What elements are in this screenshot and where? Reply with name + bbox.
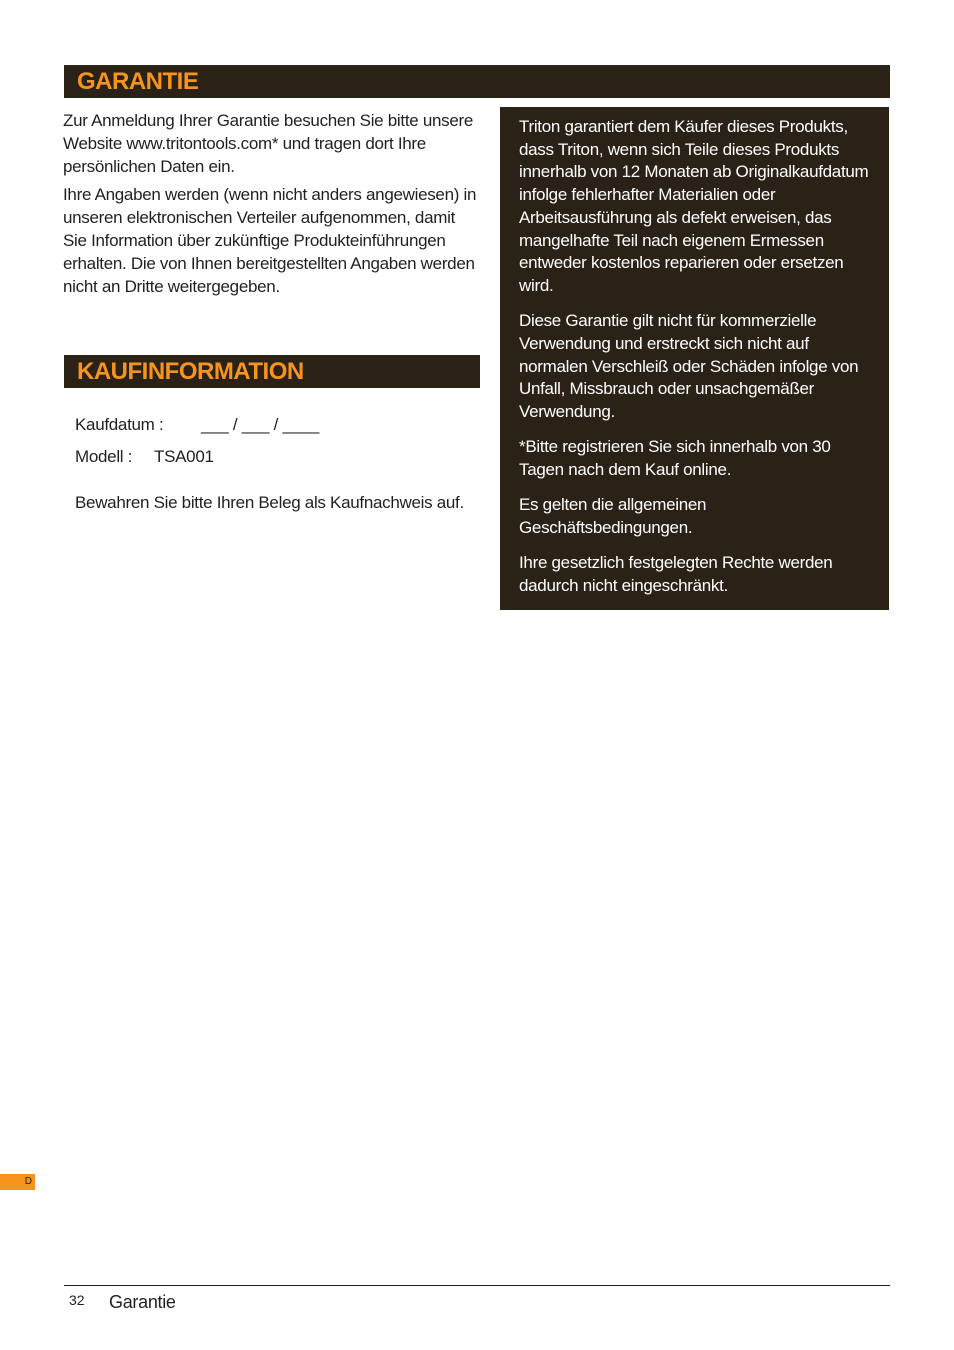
warranty-paragraph: Triton garantiert dem Käufer dieses Produkts, dass Triton, wenn sich Teile dieses Produkts innerhalb von 12 Monaten ab Originalkaufdatum infolge fehlerhafter Materialien oder Arbeitsausführung als defekt erweisen, das mangelhafte Teil nach eigenem Ermessen entweder kostenlos reparieren oder ersetzen wird. (519, 117, 869, 295)
purchase-date-row (75, 414, 495, 446)
warranty-paragraph: Ihre gesetzlich festgelegten Rechte werden dadurch nicht eingeschränkt. (519, 552, 833, 595)
intro-paragraph: Zur Anmeldung Ihrer Garantie besuchen Sie bitte unsere Website www.tritontools.com* und tragen dort Ihre persönlichen Daten ein. (63, 111, 473, 176)
warranty-terms-box (500, 107, 889, 610)
warranty-paragraph: Es gelten die allgemeinen Geschäftsbedingungen. (519, 495, 707, 537)
language-tab: D (0, 1174, 35, 1190)
footer-title: Garantie (109, 1292, 176, 1312)
warranty-paragraph: Diese Garantie gilt nicht für kommerzielle Verwendung und erstreckt sich nicht auf normalen Verschleiß oder Schäden infolge von Unfall, Missbrauch oder unsachgemäßer Verwendung. (519, 311, 859, 421)
kaufinformation-header-bar (64, 355, 480, 388)
intro-text (63, 110, 483, 304)
garantie-title: GARANTIE (77, 68, 199, 95)
purchase-date-blank: ___ / ___ / ____ (201, 415, 320, 434)
model-row (75, 446, 495, 478)
model-label: Modell : (75, 447, 133, 466)
footer-divider (64, 1285, 890, 1286)
kaufinformation-title: KAUFINFORMATION (77, 358, 304, 385)
purchase-info (75, 414, 495, 512)
warranty-paragraph: *Bitte registrieren Sie sich innerhalb von 30 Tagen nach dem Kauf online. (519, 437, 831, 479)
intro-paragraph: Ihre Angaben werden (wenn nicht anders angewiesen) in unseren elektronischen Verteiler aufgenommen, damit Sie Information über zukünftige Produkteinführungen erhalten. Die von Ihnen bereitgestellten Angaben werden nicht an Dritte weitergegeben. (63, 185, 477, 296)
page-number: 32 (69, 1292, 85, 1308)
receipt-note: Bewahren Sie bitte Ihren Beleg als Kaufnachweis auf. (75, 493, 464, 512)
model-value: TSA001 (154, 447, 214, 466)
garantie-header-bar (64, 65, 890, 98)
purchase-date-label: Kaufdatum : (75, 415, 164, 434)
